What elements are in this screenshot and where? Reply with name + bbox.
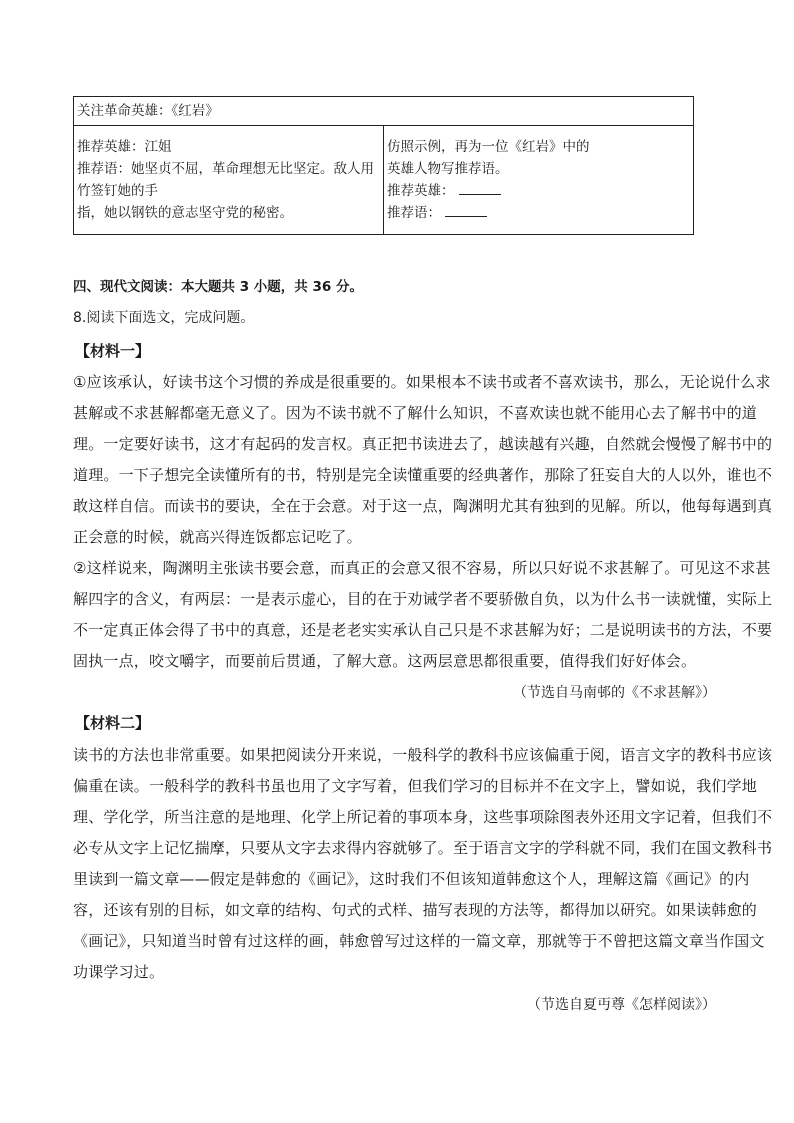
- hero-answer-row: [387, 180, 690, 202]
- example-reason-line-2: 指，她以钢铁的意志坚守党的秘密。: [77, 205, 293, 221]
- material1-line: ①应该承认，好读书这个习惯的养成是很重要的。如果根本不读书或者不喜欢读书，那么，无论说什么求: [73, 373, 771, 391]
- material1-source: （节选自马南邨的《不求甚解》）: [513, 685, 716, 701]
- example-hero: 推荐英雄：江姐: [77, 139, 172, 155]
- material2-line: 《画记》，只知道当时曾有过这样的画，韩愈曾写过这样的一篇文章，那就等于不曾把这篇文章当作国文: [73, 932, 765, 950]
- hero-label: 推荐英雄：: [387, 183, 455, 199]
- material1-line: 正会意的时候，就高兴得连饭都忘记吃了。: [73, 528, 362, 546]
- reason-label: 推荐语：: [387, 205, 441, 221]
- material1-line: 敢这样自信。而读书的要诀，全在于会意。对于这一点，陶渊明尤其有独到的见解。所以，他每每遇到真: [73, 497, 773, 515]
- material2-line: 容，还该有别的目标，如文章的结构、句式的式样、描写表现的方法等，都得加以研究。如果读韩愈的: [73, 901, 758, 919]
- hero-recommendation-table: [73, 96, 694, 235]
- material1-line: 固执一点，咬文嚼字，而要前后贯通，了解大意。这两层意思都很重要，值得我们好好体会。: [73, 652, 697, 670]
- example-cell: [74, 126, 384, 235]
- example-reason-line-1: 推荐语：她坚贞不屈，革命理想无比坚定。敌人用竹签钉她的手: [77, 161, 374, 199]
- material2-line: 必专从文字上记忆揣摩，只要从文字去求得内容就够了。至于语言文字的学科就不同，我们在国文教科书: [73, 839, 773, 857]
- section-title: 四、现代文阅读：本大题共 3 小题，共 36 分。: [73, 279, 363, 295]
- reason-answer-blank[interactable]: [445, 202, 487, 217]
- material1-line: ②这样说来，陶渊明主张读书要会意，而真正的会意又很不容易，所以只好说不求甚解了。可见这不求甚: [73, 559, 771, 577]
- question-instruction: 8.阅读下面选文，完成问题。: [73, 310, 255, 326]
- material2-line: 偏重在读。一般科学的教科书虽也用了文字写着，但我们学习的目标并不在文字上，譬如说，我们学地: [73, 777, 758, 795]
- material2-label: 【材料二】: [75, 714, 151, 732]
- task-line-1: 仿照示例，再为一位《红岩》中的: [387, 139, 590, 155]
- task-line-2: 英雄人物写推荐语。: [387, 161, 509, 177]
- hero-answer-blank[interactable]: [459, 180, 501, 195]
- reason-answer-row: [387, 202, 690, 224]
- table-header-cell: 关注革命英雄：《红岩》: [74, 97, 694, 126]
- material1-line: 道理。一下子想完全读懂所有的书，特别是完全读懂重要的经典著作，那除了狂妄自大的人以外，谁也不: [73, 466, 773, 484]
- task-cell: [384, 126, 694, 235]
- material1-line: 不一定真正体会得了书中的真意，还是老老实实承认自己只是不求甚解为好；二是说明读书的方法，不要: [73, 621, 773, 639]
- material1-line: 解四字的含义，有两层：一是表示虚心，目的在于劝诫学者不要骄傲自负，以为什么书一读就懂，实际上: [73, 590, 773, 608]
- material1-label: 【材料一】: [75, 342, 151, 360]
- material1-line: 甚解或不求甚解都毫无意义了。因为不读书就不了解什么知识，不喜欢读也就不能用心去了解书中的道: [73, 404, 758, 422]
- material2-line: 理、学化学，所当注意的是地理、化学上所记着的事项本身，这些事项除图表外还用文字记着，但我们不: [73, 808, 773, 826]
- material1-line: 理。一定要好读书，这才有起码的发言权。真正把书读进去了，越读越有兴趣，自然就会慢慢了解书中的: [73, 435, 773, 453]
- material2-source: （节选自夏丏尊《怎样阅读》）: [527, 997, 716, 1013]
- material2-line: 里读到一篇文章——假定是韩愈的《画记》，这时我们不但该知道韩愈这个人，理解这篇《画记》的内: [73, 870, 750, 888]
- material2-line: 读书的方法也非常重要。如果把阅读分开来说，一般科学的教科书应该偏重于阅，语言文字的教科书应该: [73, 746, 773, 764]
- material2-line: 功课学习过。: [73, 963, 165, 981]
